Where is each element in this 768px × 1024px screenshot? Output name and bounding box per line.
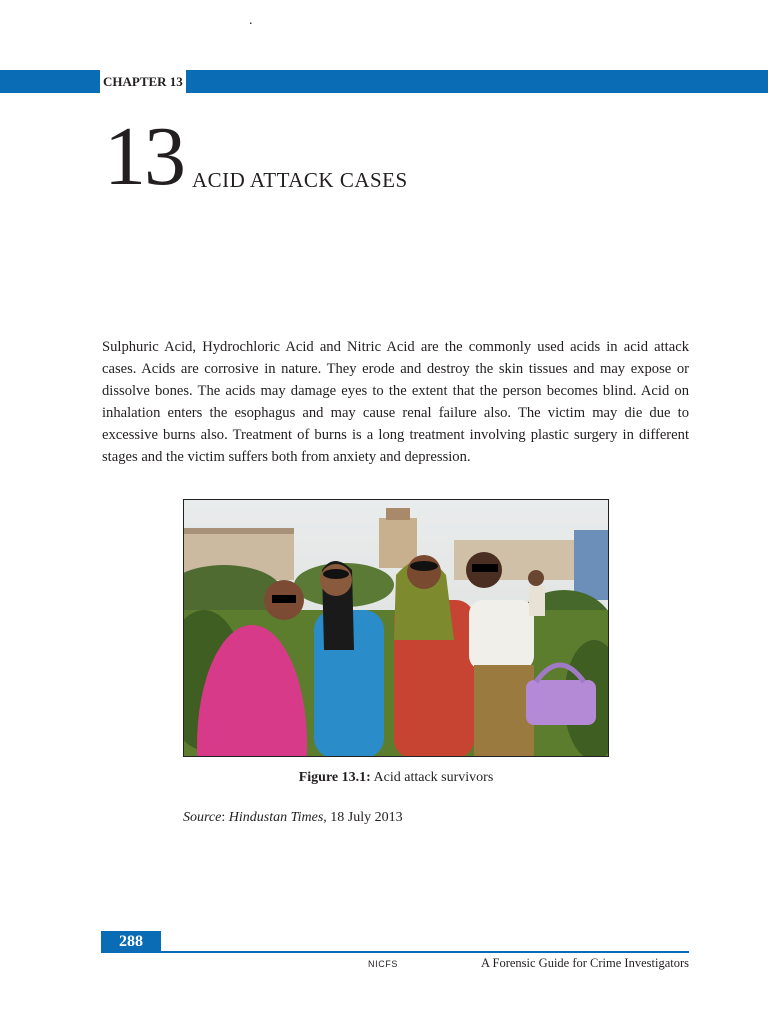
- acid-attack-survivors-photo: [184, 500, 609, 757]
- figure-caption-text: Acid attack survivors: [370, 770, 494, 785]
- source-publication: Hindustan Times: [228, 810, 324, 825]
- source-label: Source: [183, 810, 222, 825]
- figure-source: [183, 808, 403, 828]
- body-paragraph: Sulphuric Acid, Hydrochloric Acid and Nitric Acid are the commonly used acids in acid attack cases. Acids are corrosive in nature. They erode and destroy the skin tissues and may expose or dissolve bones. The acids may damage eyes to the extent that the person becomes blind. Acid on inhalation enters the esophagus and may cause renal failure also. The victim may die due to excessive burns also. Treatment of burns is a long treatment involving plastic surgery in different stages and the victim suffers both from anxiety and depression.: [102, 339, 689, 465]
- source-date: , 18 July 2013: [323, 810, 403, 825]
- publisher-label: NICFS: [368, 959, 398, 969]
- figure-caption: [183, 768, 609, 788]
- chapter-number: 13: [104, 110, 184, 203]
- figure-label: Figure 13.1:: [298, 770, 371, 785]
- chapter-title: ACID ATTACK CASES: [192, 168, 408, 192]
- page-number: 288: [101, 931, 161, 953]
- source-separator: :: [221, 810, 229, 825]
- stray-mark: .: [249, 13, 253, 28]
- footer-rule: [161, 951, 689, 953]
- figure-photo: [183, 499, 609, 757]
- chapter-label: CHAPTER 13: [100, 70, 186, 93]
- book-title: A Forensic Guide for Crime Investigators: [481, 956, 689, 970]
